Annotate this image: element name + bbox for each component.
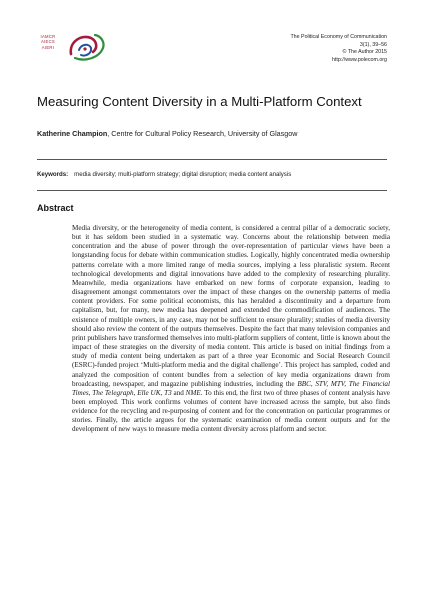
abstract-and: and bbox=[171, 388, 186, 397]
journal-url: http://www.polecom.org bbox=[331, 57, 387, 64]
abstract-nme: NME bbox=[185, 388, 201, 397]
iamcr-logo bbox=[33, 32, 109, 62]
journal-copyright: © The Author 2015 bbox=[342, 49, 387, 56]
author-line bbox=[37, 129, 397, 138]
abstract-outlets: BBC, STV, MTV, The Financial Times, The Telegraph, Elle UK, T3 bbox=[72, 379, 390, 397]
article-title: Measuring Content Diversity in a Multi-Platform Context bbox=[37, 94, 362, 109]
logo-lettering: IAMCR AIECS AIERI bbox=[40, 34, 56, 50]
abstract-text-1: Media diversity, or the heterogeneity of media content, is considered a central pillar of a democratic society, but it has seldom been studied in a systematic way. Concerns about the relationship between media concentration and the abuse of power through the over-representation of particular views have been a longstanding focus for debate within communication studies. Logically, highly concentrated media ownership patterns correlate with a more limited range of media sources, implying a less pluralistic system. Recent technological developments and digital innovations have added to the complexity of researching plurality. Meanwhile, media organizations have embarked on new forms of corporate expansion, leading to disagreement amongst commentators over the impact of these changes on the ownership patterns of media content providers. For some political economists, this has heralded a discontinuity and a departure from capitalism, but, for many, new media has deepened and extended the commodification of audiences. The existence of multiple owners, in any case, may not be sufficient to ensure plurality; studies of media diversity should also review the content of the outputs themselves. Despite the fact that many television companies and print publishers have transformed themselves into multi-platform suppliers of content, little is known about the impact of these strategies on the diversity of media content. This article is based on initial findings from a study of media content being undertaken as part of a three year Economic and Social Research Council (ESRC)-funded project ‘Multi-platform media and the digital challenge’. This project has sampled, coded and analyzed the composition of content bundles from a selection of key media organizations drawn from broadcasting, newspaper, and magazine publishing industries, including the bbox=[72, 224, 390, 388]
keywords-text: media diversity; multi-platform strategy; digital disruption; media content analysis bbox=[74, 171, 292, 178]
divider-top bbox=[37, 159, 387, 160]
author-affiliation: , Centre for Cultural Policy Research, University of Glasgow bbox=[107, 129, 298, 138]
keywords-line bbox=[37, 171, 397, 178]
journal-issue: 3(1), 39–56 bbox=[359, 41, 387, 48]
divider-bottom bbox=[37, 190, 387, 191]
author-name: Katherine Champion bbox=[37, 129, 108, 138]
keywords-label: Keywords: bbox=[37, 171, 69, 178]
journal-name: The Political Economy of Communication bbox=[290, 34, 387, 40]
logo-swirl-icon bbox=[65, 32, 109, 62]
abstract-text-2: . To this end, the first two of three phases of content analysis have been employed. This work confirms volumes of content have increased across the sample, but also finds evidence for the recycling and re-purposing of content and for the concentration on particular programmes or stories. Finally, the article argues for the systematic examination of media content outputs and for the development of new ways to measure media content diversity across platform and sector. bbox=[72, 388, 390, 434]
journal-info bbox=[290, 34, 387, 65]
abstract-body bbox=[72, 224, 390, 435]
abstract-heading: Abstract bbox=[37, 203, 74, 213]
